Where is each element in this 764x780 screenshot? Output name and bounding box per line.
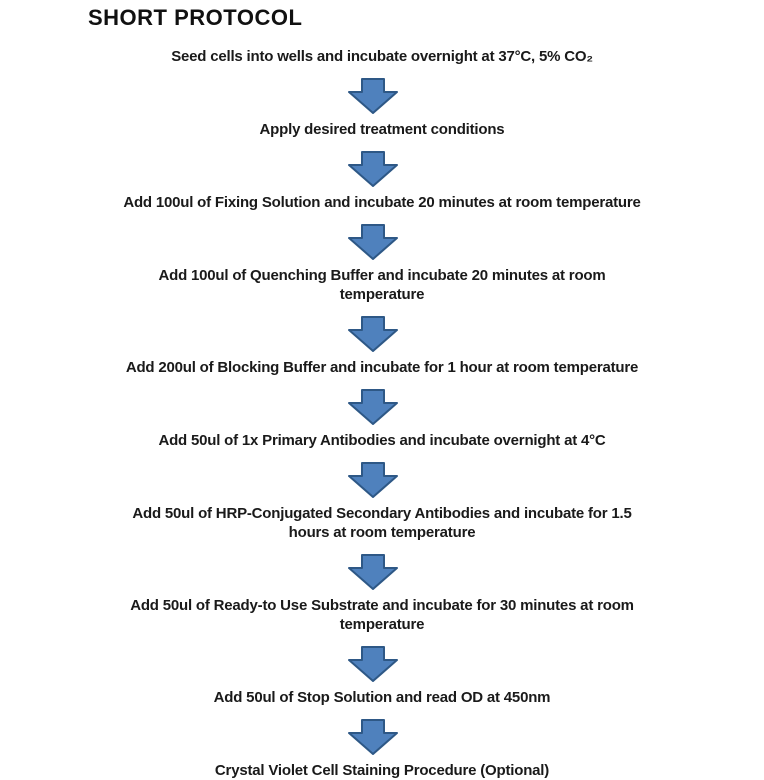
page-title: SHORT PROTOCOL — [88, 5, 303, 30]
protocol-step-line: Apply desired treatment conditions — [259, 121, 505, 138]
protocol-step-line: Crystal Violet Cell Staining Procedure (Optional) — [214, 762, 550, 779]
protocol-step — [42, 431, 722, 450]
protocol-step — [42, 266, 722, 304]
protocol-step-line: Add 50ul of Ready-to Use Substrate and incubate for 30 minutes at room — [130, 597, 634, 614]
protocol-step-line: Add 100ul of Fixing Solution and incubate 20 minutes at room temperature — [123, 194, 641, 211]
protocol-step — [42, 47, 722, 66]
protocol-step-line: temperature — [339, 286, 425, 303]
protocol-step-line: Add 50ul of Stop Solution and read OD at 450nm — [213, 689, 551, 706]
down-arrow-icon — [346, 389, 400, 425]
protocol-step-line: Seed cells into wells and incubate overnight at 37°C, 5% CO₂ — [171, 48, 593, 65]
protocol-step-list — [0, 47, 764, 780]
protocol-step-line: Add 100ul of Quenching Buffer and incubate 20 minutes at room — [158, 267, 606, 284]
down-arrow-icon — [346, 151, 400, 187]
protocol-step — [42, 688, 722, 707]
protocol-step-line: hours at room temperature — [288, 524, 476, 541]
protocol-step-line: Add 200ul of Blocking Buffer and incubate for 1 hour at room temperature — [125, 359, 639, 376]
down-arrow-icon — [346, 646, 400, 682]
down-arrow-icon — [346, 224, 400, 260]
protocol-step — [42, 504, 722, 542]
down-arrow-icon — [346, 554, 400, 590]
protocol-step — [42, 761, 722, 780]
down-arrow-icon — [346, 316, 400, 352]
protocol-step-line: Add 50ul of HRP-Conjugated Secondary Antibodies and incubate for 1.5 — [132, 505, 632, 522]
protocol-step — [42, 358, 722, 377]
down-arrow-icon — [346, 719, 400, 755]
protocol-step — [42, 120, 722, 139]
protocol-step-line: Add 50ul of 1x Primary Antibodies and incubate overnight at 4°C — [158, 432, 606, 449]
protocol-step — [42, 596, 722, 634]
protocol-step-line: temperature — [339, 616, 425, 633]
down-arrow-icon — [346, 78, 400, 114]
down-arrow-icon — [346, 462, 400, 498]
protocol-step — [42, 193, 722, 212]
